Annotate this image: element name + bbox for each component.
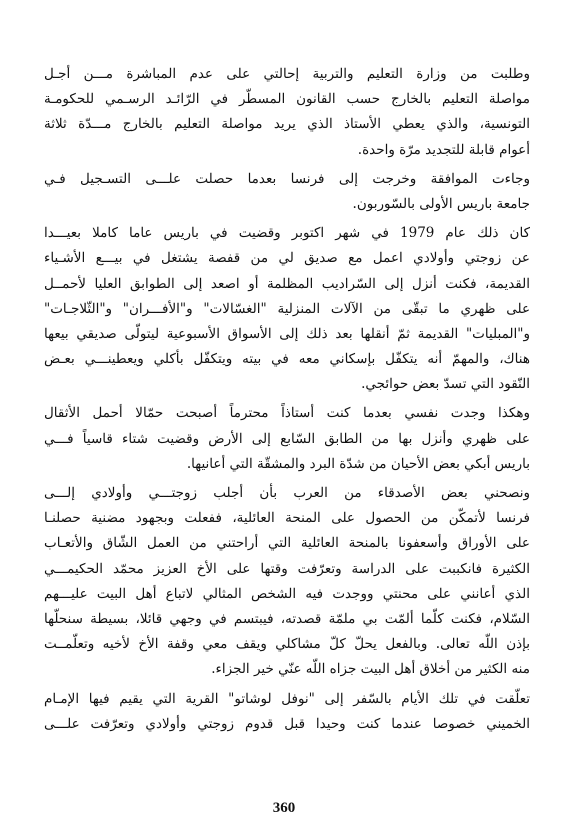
text-line: الذي أعانني على محنتي ووجدت فيه الشخص المثالي لاتباع أهل البيت عليـــهم: [44, 585, 530, 602]
paragraph: [44, 167, 530, 217]
text-line: وهكذا وجدت نفسي بعدما كنت أستاذاً محترماً أصبحت حمّالا أحمل الأثقال: [44, 405, 530, 422]
text-line: باريس أبكي بعض الأحيان من شدّة البرد والمشقّة التي أعانيها.: [186, 455, 530, 472]
text-line: منه الكثير من أخلاق أهل البيت جزاه اللّه عنّي خير الجزاء.: [211, 661, 530, 678]
text-line: تعلّقت في تلك الأيام بالسّفر إلى "نوفل لوشاتو" القرية التي يقيم فيها الإمـام: [44, 690, 530, 707]
text-line: جامعة باريس الأولى بالسّوربون.: [352, 195, 530, 212]
text-line: و"المبليات" القديمة ثمّ أنقلها بعد ذلك إلى الأسواق الأسبوعية ليتولّى صديقي بيعها: [44, 325, 530, 342]
text-line: القديمة، فكنت أنزل إلى السّراديب المظلمة أو اصعد إلى الطوابق العليا لأحمــل: [44, 275, 530, 292]
text-line: الكثيرة فانكببت على الدراسة وتعرّفت وقتها على الأخ العزيز محمّد الحكيمـــي: [44, 560, 530, 577]
text-line: كان ذلك عام 1979 في شهر اكتوبر وقضيت في باريس عاما كاملا بعيـــدا: [44, 225, 530, 242]
paragraph: [44, 401, 530, 477]
text-line: على الأوراق وأسعفونا بالمنحة العائلية التي أراحتني من العمل الشّاق والأتعـاب: [44, 535, 530, 552]
text-line: هناك، والمهمّ أنه يتكفّل بإسكاني معه في بيته ويتكفّل بأكلي ويعطينـــي بعـض: [44, 351, 530, 368]
text-line: مواصلة التعليم بالخارج حسب القانون المسطّر في الرّائـد الرسـمي للحكومـة: [44, 91, 530, 108]
paragraph: [44, 481, 530, 683]
text-line: على ظهري وأنزل بها من الطابق السّابع إلى الأرض وقضيت شتاء قاسياً فـــي: [44, 430, 530, 447]
text-line: على ظهري ما تبقّى من الآلات المنزلية "الغسّالات" و"الأفـــران" و"الثّلاجـات": [44, 300, 530, 317]
text-line: عن زوجتي وأولادي اعمل مع صديق لي من قفصة يشتغل في بيـــع الأشـياء: [44, 250, 530, 267]
text-line: النّقود التي تسدّ بعض حوائجي.: [361, 376, 530, 393]
text-line: بإذن اللّه تعالى. وبالفعل يحلّ كلّ مشاكلي ويقف معي وقفة الأخ لأخيه وتعلّمــت: [44, 636, 530, 653]
text-line: وجاءت الموافقة وخرجت إلى فرنسا بعدما حصلت علـــى التسـجيل فـي: [44, 170, 530, 187]
text-line: وطلبت من وزارة التعليم والتربية إحالتي على عدم المباشرة مـــن أجـل: [44, 66, 530, 82]
text-line: فرنسا لأتمكّن من الحصول على المنحة العائلية، ففعلت وبجهود مضنية حصلنـا: [44, 510, 530, 527]
paragraph: [44, 62, 530, 163]
body-text: [44, 62, 530, 737]
page-number: 360: [272, 800, 296, 816]
text-line: التونسية، والذي يعطي الأستاذ الذي يريد مواصلة التعليم بالخارج مـــدّة ثلاثة: [44, 116, 530, 133]
text-line: أعوام قابلة للتجديد مرّة واحدة.: [357, 141, 530, 158]
text-line: السّلام، فكنت كلّما ألمّت بي ملمّة قصدته، فيبتسم في وجهي قائلا، بسيطة سنحلّها: [44, 610, 530, 627]
text-line: ونصحني بعض الأصدقاء من العرب بأن أجلب زوجتـــي وأولادي إلـــى: [44, 485, 530, 501]
text-line: الخميني خصوصا عندما كنت وحيدا قبل قدوم زوجتي وأولادي وتعرّفت علـــى: [44, 715, 530, 732]
paragraph: [44, 221, 530, 397]
paragraph: [44, 687, 530, 737]
